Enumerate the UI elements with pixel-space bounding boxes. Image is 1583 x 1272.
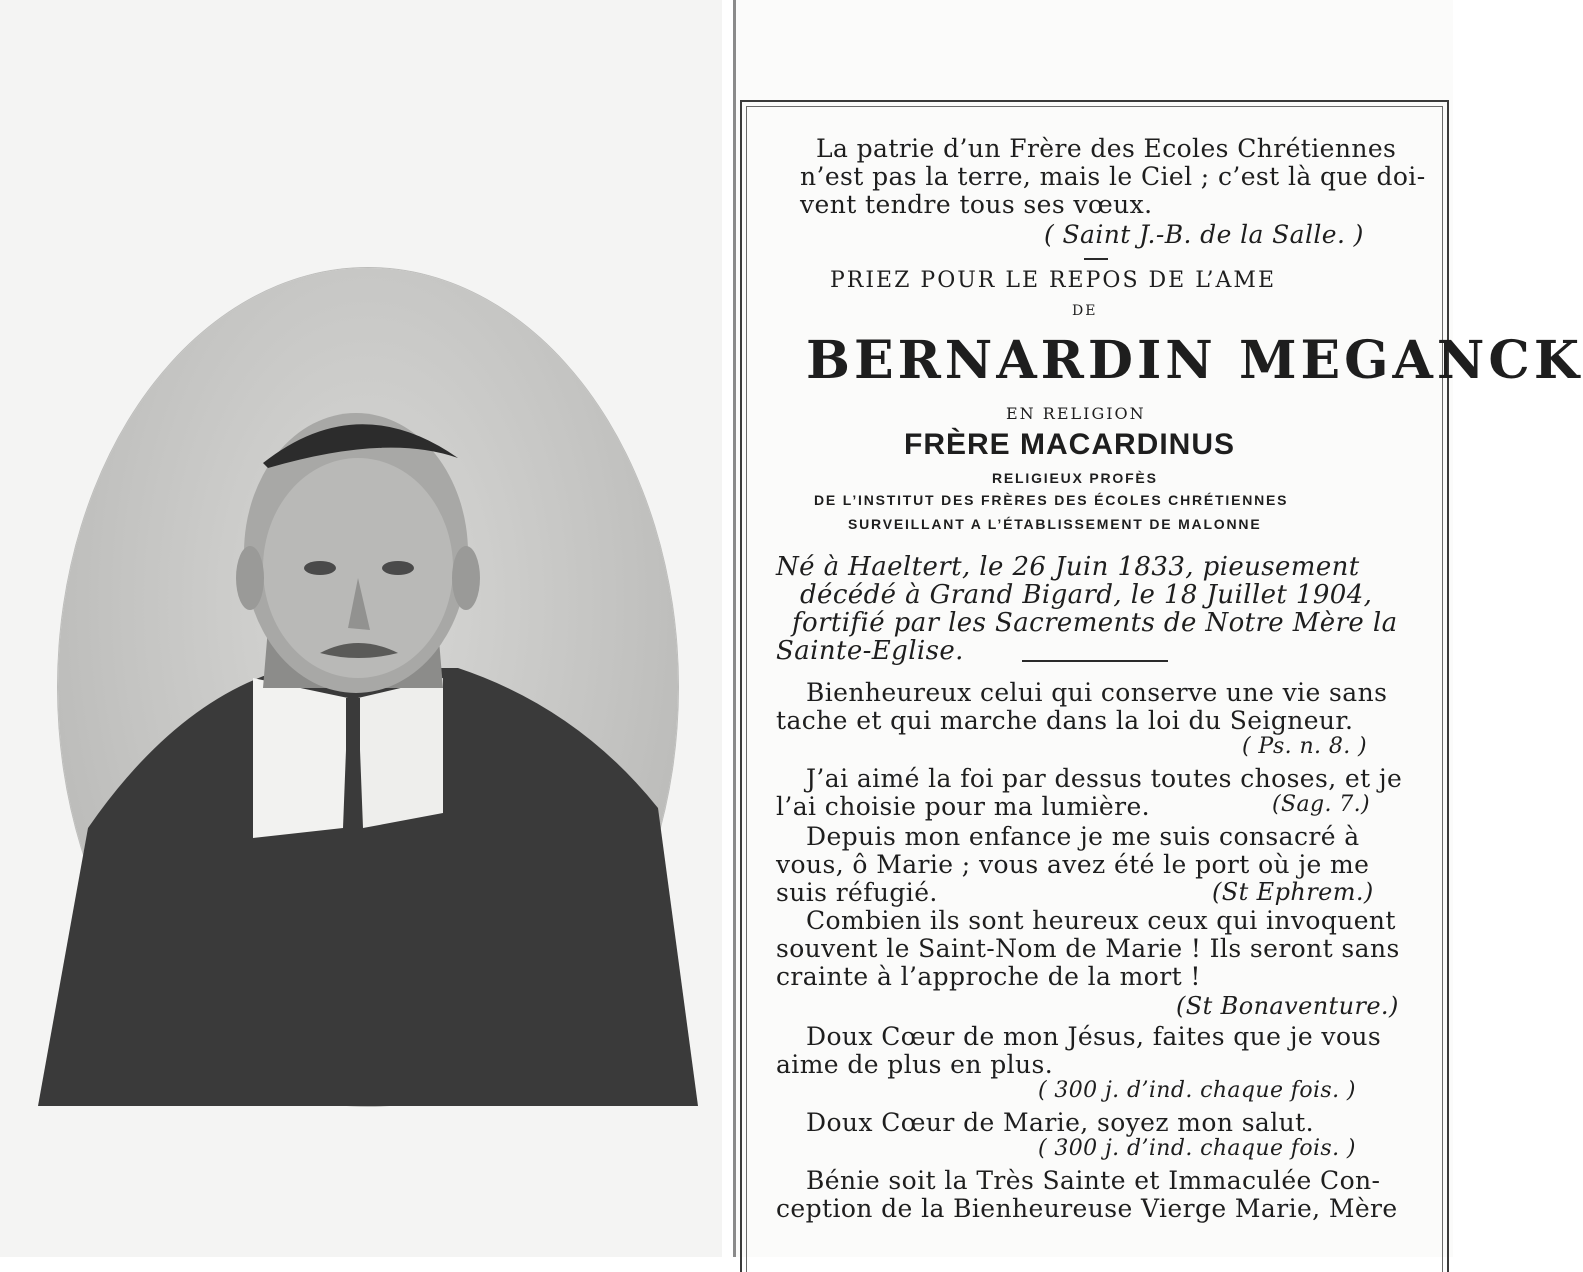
quote-line: suis réfugié. bbox=[776, 878, 938, 907]
biography-line: fortifié par les Sacrements de Notre Mère la bbox=[792, 608, 1398, 638]
en-religion-label: EN RELIGION bbox=[1006, 404, 1146, 423]
religious-name: FRÈRE MACARDINUS bbox=[904, 428, 1235, 461]
epigraph-line: La patrie d’un Frère des Ecoles Chrétiennes bbox=[816, 134, 1397, 163]
quote-line: J’ai aimé la foi par dessus toutes choses, et je bbox=[806, 764, 1403, 793]
quote-line: l’ai choisie pour ma lumière. bbox=[776, 792, 1151, 821]
epigraph-source: ( Saint J.-B. de la Salle. ) bbox=[1044, 220, 1364, 249]
short-rule bbox=[1084, 258, 1108, 260]
epigraph-line: vent tendre tous ses vœux. bbox=[800, 190, 1153, 219]
portrait-icon bbox=[58, 268, 678, 1106]
title-line: SURVEILLANT A L’ÉTABLISSEMENT DE MALONNE bbox=[848, 516, 1262, 532]
biography-line: Né à Haeltert, le 26 Juin 1833, pieusement bbox=[776, 552, 1360, 582]
quote-source: (Sag. 7.) bbox=[1272, 792, 1371, 817]
biography-line: décédé à Grand Bigard, le 18 Juillet 1904, bbox=[800, 580, 1373, 610]
right-card bbox=[736, 0, 1583, 1257]
portrait-photo bbox=[58, 268, 678, 1106]
quote-line: vous, ô Marie ; vous avez été le port où je me bbox=[776, 850, 1370, 879]
quote-line: Bienheureux celui qui conserve une vie sans bbox=[806, 678, 1388, 707]
quote-line: Doux Cœur de mon Jésus, faites que je vous bbox=[806, 1022, 1382, 1051]
quote-line: aime de plus en plus. bbox=[776, 1050, 1054, 1079]
deceased-name: BERNARDIN MEGANCK bbox=[806, 330, 1583, 391]
quote-line: Depuis mon enfance je me suis consacré à bbox=[806, 822, 1360, 851]
quote-line: souvent le Saint-Nom de Marie ! Ils seront sans bbox=[776, 934, 1400, 963]
bio-rule bbox=[1022, 660, 1168, 662]
quote-source: ( 300 j. d’ind. chaque fois. ) bbox=[1038, 1078, 1356, 1103]
quote-line: ception de la Bienheureuse Vierge Marie, Mère bbox=[776, 1194, 1398, 1223]
prayer-heading: PRIEZ POUR LE REPOS DE L’AME bbox=[830, 268, 1277, 293]
biography-line: Sainte-Eglise. bbox=[776, 636, 964, 666]
quote-line: Doux Cœur de Marie, soyez mon salut. bbox=[806, 1108, 1314, 1137]
title-line: RELIGIEUX PROFÈS bbox=[992, 470, 1158, 486]
title-line: DE L’INSTITUT DES FRÈRES DES ÉCOLES CHRÉTIENNES bbox=[814, 492, 1289, 508]
epigraph-line: n’est pas la terre, mais le Ciel ; c’est là que doi- bbox=[800, 162, 1426, 191]
quote-source: ( 300 j. d’ind. chaque fois. ) bbox=[1038, 1136, 1356, 1161]
quote-source: (St Bonaventure.) bbox=[1176, 992, 1399, 1020]
quote-line: tache et qui marche dans la loi du Seigneur. bbox=[776, 706, 1354, 735]
quote-source: ( Ps. n. 8. ) bbox=[1242, 734, 1367, 759]
de-label: DE bbox=[1072, 303, 1098, 319]
quote-source: (St Ephrem.) bbox=[1212, 878, 1374, 906]
quote-line: Combien ils sont heureux ceux qui invoquent bbox=[806, 906, 1396, 935]
left-card bbox=[0, 0, 722, 1257]
quote-line: crainte à l’approche de la mort ! bbox=[776, 962, 1201, 991]
quote-line: Bénie soit la Très Sainte et Immaculée Con- bbox=[806, 1166, 1381, 1195]
